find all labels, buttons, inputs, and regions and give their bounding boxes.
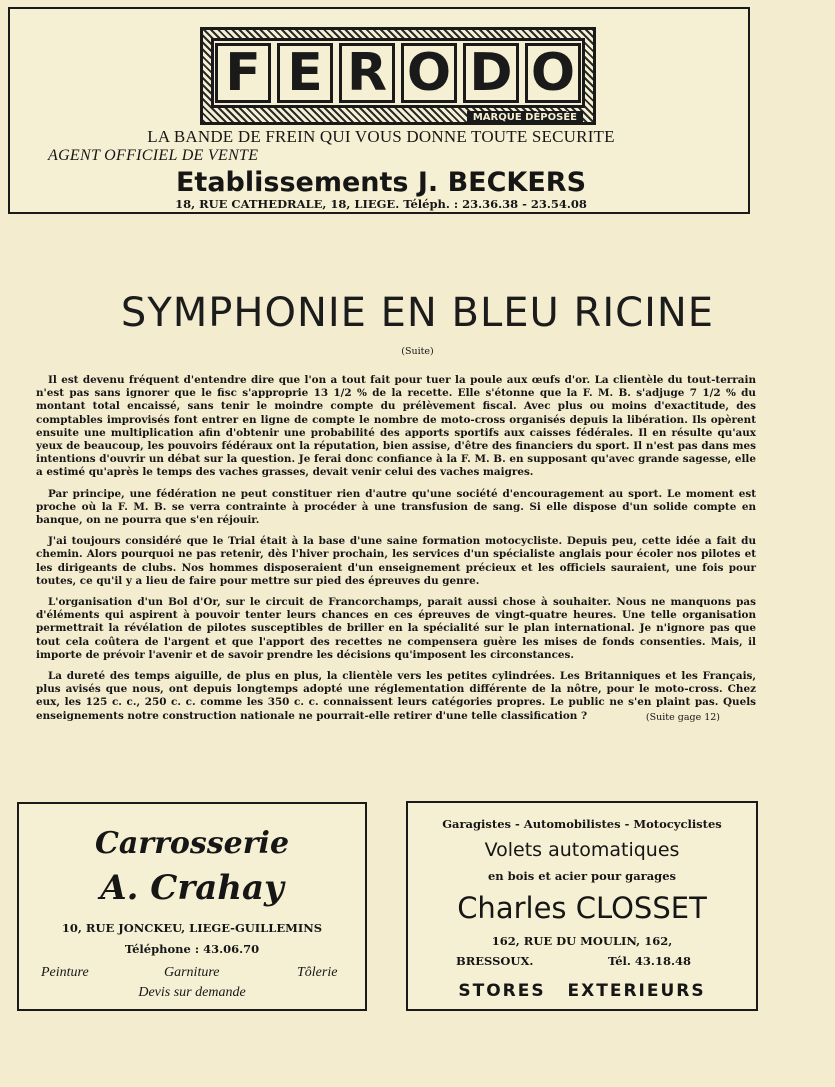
closset-stores: STORES EXTERIEURS	[458, 981, 706, 1001]
closset-name: Charles CLOSSET	[457, 891, 707, 925]
ferodo-company-name: Etablissements J. BECKERS	[175, 167, 587, 198]
ferodo-letter: R	[339, 43, 395, 103]
ferodo-agent-label: AGENT OFFICIEL DE VENTE	[48, 147, 259, 164]
service-label: Garniture	[164, 965, 220, 980]
ferodo-letter: E	[277, 43, 333, 103]
closset-city: BRESSOUX.	[456, 954, 534, 968]
article-continued-note: (Suite gage 12)	[645, 712, 720, 723]
article-paragraph: Il est devenu fréquent d'entendre dire que l'on a tout fait pour tuer la poule aux œufs d'or. La clientèle du tout-terrain n'est pas sans ignorer que le fisc s'approprie 13 1/2 % de la recette. Elle s'étonne que la F. M. B. s'adjuge 7 1/2 % du montant total encaissé, sans tenir le moindre compte du prélèvement fiscal. Avec plus ou moins d'exactitude, des comptables improvisés font entrer en ligne de compte le nombre de moto-cross organisés depuis la libération. Ils opèrent ensuite une multiplication afin d'obtenir une probabilité des apports sportifs aux caisses fédérales. Il en résulte qu'aux yeux de beaucoup, les pouvoirs fédéraux ont la réputation, bien assise, d'être des financiers du sport. Il n'est pas dans mes intentions d'ouvrir un débat sur la question. Je ferai donc confiance à la F. M. B. en supposant qu'avec grande sagesse, elle a estimé qu'après le temps des vaches grasses, devait venir celui des vaches maigres.	[36, 374, 756, 479]
article-body	[36, 374, 756, 731]
ferodo-logo-letters	[211, 38, 585, 108]
article-subtitle: (Suite)	[401, 346, 434, 357]
ferodo-tagline: LA BANDE DE FREIN QUI VOUS DONNE TOUTE SECURITE	[147, 127, 615, 146]
closset-advertisement	[406, 801, 758, 1011]
article-paragraph: La dureté des temps aiguille, de plus en plus, la clientèle vers les petites cylindrées. Les Britanniques et les Français, plus avisés que nous, ont depuis longtemps adopté une réglementation différente de la nôtre, pour le moto-cross. Chez eux, les 125 c. c., 250 c. c. comme les 350 c. c. connaissent leurs catégories propres. Le public ne s'en plaint pas. Quels enseignements notre construction nationale ne pourrait-elle retirer d'une telle classification ?	[36, 670, 756, 722]
carrosserie-title: Carrosserie	[94, 826, 290, 861]
article-paragraph: J'ai toujours considéré que le Trial était à la base d'une saine formation motocycliste. Depuis peu, cette idée a fait du chemin. Alors pourquoi ne pas retenir, dès l'hiver prochain, les services d'un spécialiste anglais pour écoler nos pilotes et les dirigeants de clubs. Nos hommes disposeraient d'un enseignement précieux et les officiels sauraient, une fois pour toutes, ce qu'il y a lieu de faire pour mettre sur pied des épreuves du genre.	[36, 535, 756, 587]
service-label: Tôlerie	[297, 965, 338, 980]
ferodo-logo	[200, 27, 596, 125]
carrosserie-devis: Devis sur demande	[138, 985, 246, 1000]
carrosserie-advertisement	[17, 802, 367, 1011]
ferodo-letter: D	[463, 43, 519, 103]
article-title: SYMPHONIE EN BLEU RICINE	[120, 290, 715, 336]
carrosserie-name: A. Crahay	[100, 868, 284, 908]
carrosserie-address: 10, RUE JONCKEU, LIEGE-GUILLEMINS	[61, 921, 323, 935]
article-paragraph: Par principe, une fédération ne peut constituer rien d'autre qu'une société d'encouragement au sport. Le moment est proche où la F. M. B. se verra contrainte à procéder à une transfusion de sang. Si elle dispose d'un solide compte en banque, on ne pourra que s'en réjouir.	[36, 487, 756, 527]
closset-phone: Tél. 43.18.48	[608, 954, 691, 968]
trademark-label: MARQUE DÉPOSÉE	[467, 111, 583, 124]
service-label: Peinture	[41, 965, 89, 980]
ferodo-advertisement	[8, 7, 750, 214]
closset-address: 162, RUE DU MOULIN, 162,	[491, 934, 673, 948]
carrosserie-phone: Téléphone : 43.06.70	[124, 942, 260, 956]
closset-product: Volets automatiques	[484, 839, 680, 861]
article-paragraph: L'organisation d'un Bol d'Or, sur le circuit de Francorchamps, parait aussi chose à souhaiter. Nous ne manquons pas d'éléments qui aspirent à pouvoir tenter leurs chances en ces épreuves de vingt-quatre heures. Une telle organisation permettrait la révélation de pilotes susceptibles de briller en la spécialité sur le plan international. Je n'ignore pas que tout cela coûtera de l'argent et que l'apport des recettes ne compensera guère les mises de fonds consenties. Mais, il importe de prévoir l'avenir et de savoir prendre les décisions qu'imposent les circonstances.	[36, 596, 756, 661]
ferodo-letter: O	[401, 43, 457, 103]
closset-header: Garagistes - Automobilistes - Motocyclistes	[442, 817, 722, 831]
closset-product-subtitle: en bois et acier pour garages	[487, 869, 677, 883]
ferodo-letter: O	[525, 43, 581, 103]
ferodo-address: 18, RUE CATHEDRALE, 18, LIEGE. Téléph. : 23.36.38 - 23.54.08	[175, 197, 587, 211]
ferodo-letter: F	[215, 43, 271, 103]
